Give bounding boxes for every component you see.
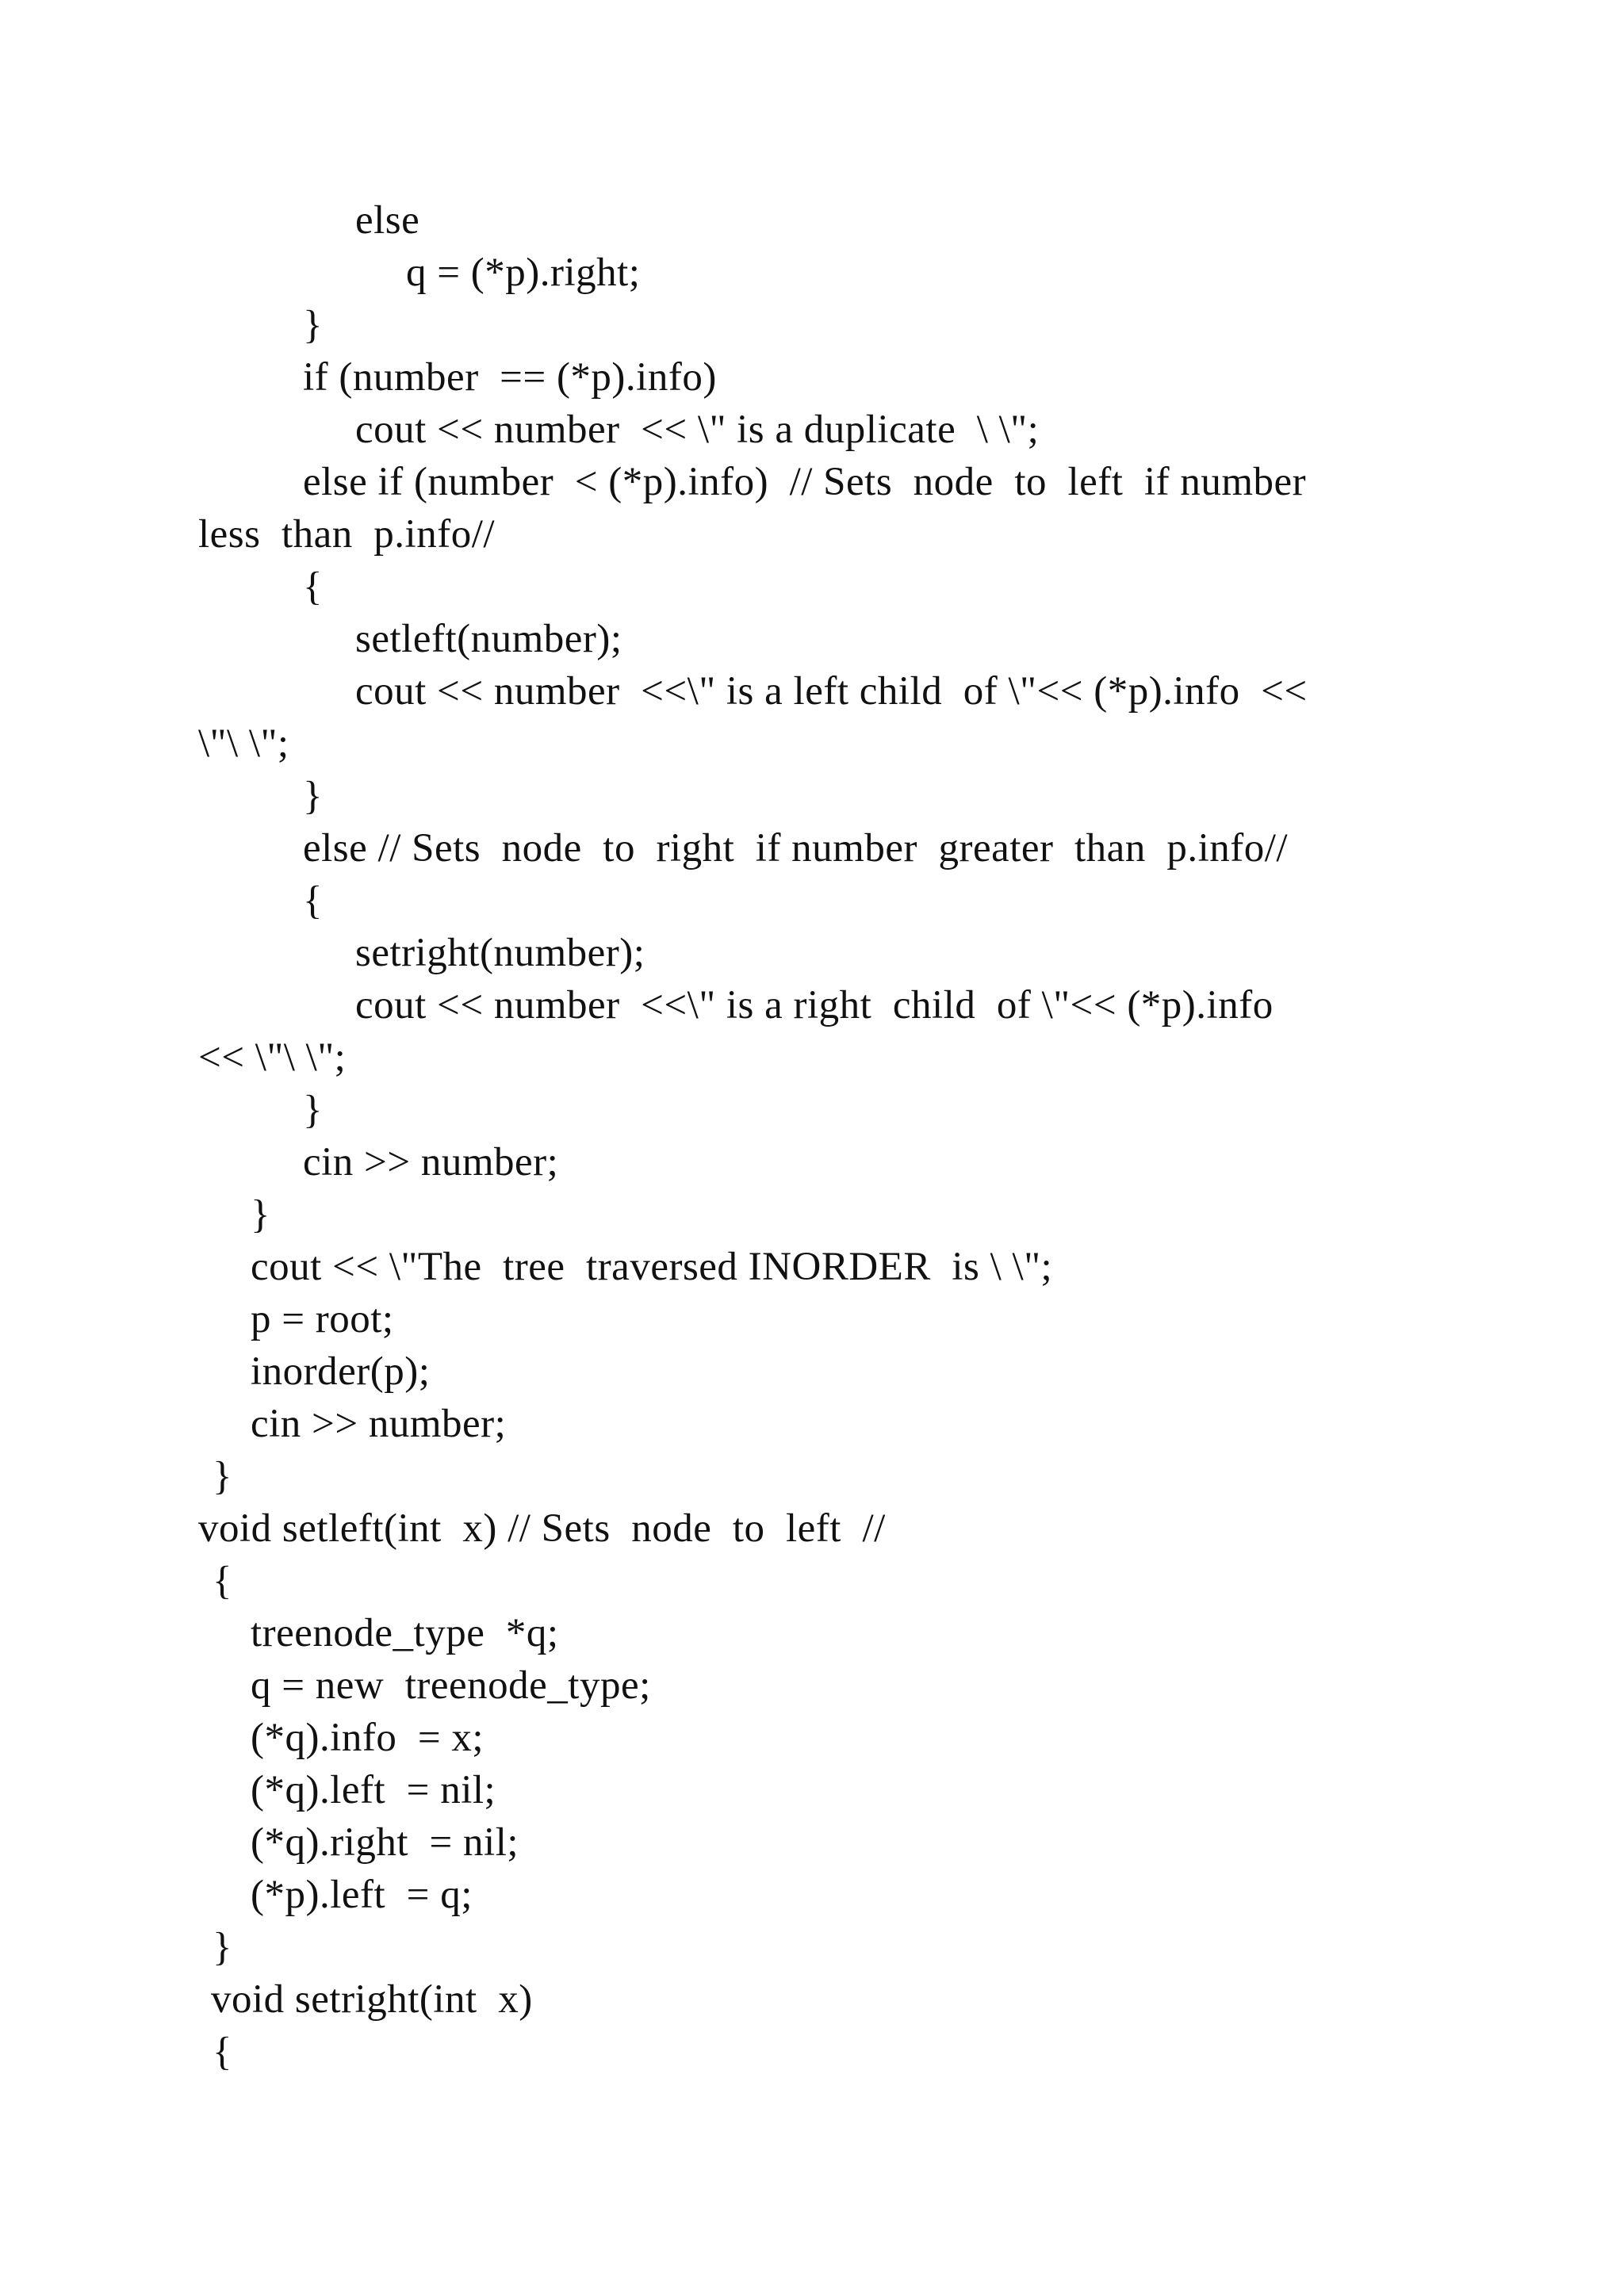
code-line: cout << number <<\" is a left child of \"<< (*p).info <<: [355, 669, 1308, 714]
code-line: {: [303, 878, 323, 923]
code-line: {: [303, 564, 323, 609]
code-line: else: [355, 198, 420, 243]
code-line: << \"\ \";: [198, 1035, 347, 1080]
code-line: }: [303, 1088, 323, 1132]
code-line: \"\ \";: [198, 721, 289, 766]
code-line: {: [213, 1559, 232, 1603]
code-line: q = new treenode_type;: [251, 1663, 651, 1708]
code-line: treenode_type *q;: [251, 1611, 559, 1655]
code-line: inorder(p);: [251, 1349, 431, 1394]
code-line: }: [303, 303, 323, 347]
code-line: if (number == (*p).info): [303, 355, 717, 400]
code-line: (*q).left = nil;: [251, 1768, 496, 1812]
code-line: cout << number << \" is a duplicate \ \";: [355, 408, 1040, 452]
code-line: cout << \"The tree traversed INORDER is \ \";: [251, 1245, 1053, 1289]
code-line: setright(number);: [355, 931, 645, 975]
code-line: }: [303, 774, 323, 818]
code-line: cin >> number;: [251, 1402, 507, 1446]
code-line: cout << number <<\" is a right child of \"<< (*p).info: [355, 983, 1274, 1027]
code-line: void setleft(int x) // Sets node to left //: [198, 1506, 886, 1551]
code-line: {: [213, 2030, 232, 2074]
code-line: less than p.info//: [198, 512, 496, 557]
code-line: }: [251, 1192, 270, 1237]
code-line: (*p).left = q;: [251, 1873, 473, 1917]
code-line: (*q).right = nil;: [251, 1820, 519, 1865]
code-line: (*q).info = x;: [251, 1716, 485, 1760]
code-line: else // Sets node to right if number greater than p.info//: [303, 826, 1289, 871]
code-line: cin >> number;: [303, 1140, 559, 1184]
code-line: }: [213, 1454, 232, 1498]
code-line: else if (number < (*p).info) // Sets node to left if number: [303, 460, 1307, 504]
code-line: q = (*p).right;: [406, 251, 641, 295]
code-line: p = root;: [251, 1297, 394, 1341]
code-line: void setright(int x): [211, 1977, 533, 2022]
code-line: setleft(number);: [355, 617, 622, 661]
code-line: }: [213, 1925, 232, 1969]
